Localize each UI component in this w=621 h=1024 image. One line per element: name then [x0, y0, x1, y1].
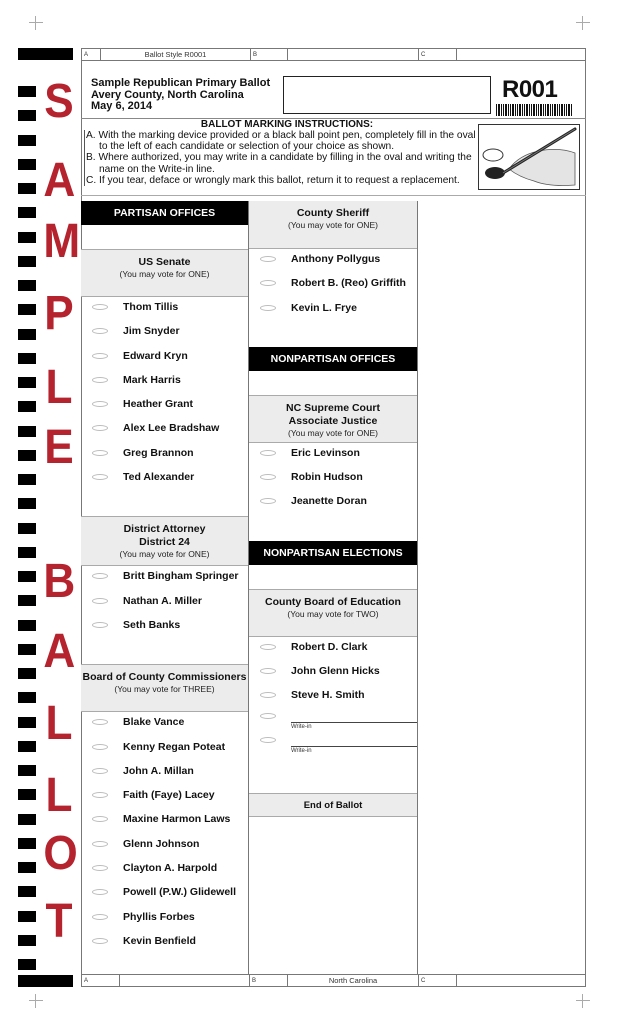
- candidate-name: Edward Kryn: [123, 349, 188, 362]
- candidate-list: [249, 443, 417, 517]
- footer-strip: [81, 974, 586, 987]
- candidate-name: Glenn Johnson: [123, 837, 200, 850]
- candidate-row[interactable]: [81, 395, 248, 419]
- candidate-name: Powell (P.W.) Glidewell: [123, 886, 236, 899]
- candidate-name: Anthony Pollygus: [291, 253, 381, 265]
- strip-label-c: C: [421, 978, 426, 984]
- ballot-title: [91, 78, 270, 113]
- vote-for-instruction: (You may vote for ONE): [119, 269, 210, 279]
- vote-oval[interactable]: [260, 450, 276, 456]
- section-header-nonpartisan-elections: NONPARTISAN ELECTIONS: [249, 541, 417, 565]
- vote-oval[interactable]: [92, 353, 108, 359]
- candidate-name: Nathan A. Miller: [123, 594, 202, 607]
- write-in-line[interactable]: [291, 746, 417, 747]
- contest-header: [81, 664, 248, 712]
- candidate-list: [81, 566, 248, 640]
- contest-title: District Attorney: [123, 523, 206, 536]
- timing-mark: [18, 717, 36, 728]
- candidate-name: Seth Banks: [123, 618, 181, 631]
- timing-mark: [18, 975, 73, 987]
- candidate-name: Greg Brannon: [123, 446, 194, 459]
- vote-oval[interactable]: [92, 768, 108, 774]
- candidate-row[interactable]: [249, 468, 417, 492]
- vote-for-instruction: (You may vote for TWO): [287, 608, 379, 619]
- instruction-item: B. Where authorized, you may write in a candidate by filling in the oval and writing the name on the Write-in line.: [86, 152, 472, 175]
- write-in-row[interactable]: [249, 711, 417, 735]
- contest-title: Board of County Commissioners: [82, 671, 247, 684]
- vote-oval[interactable]: [92, 328, 108, 334]
- vote-oval[interactable]: [92, 744, 108, 750]
- watermark-letter: M: [43, 215, 81, 268]
- ballot-county-line: Avery County, North Carolina: [91, 88, 244, 101]
- candidate-row[interactable]: [81, 738, 248, 762]
- watermark-letter: L: [45, 769, 73, 822]
- candidate-name: John A. Millan: [123, 764, 194, 777]
- candidate-row[interactable]: [81, 298, 248, 322]
- candidate-name: Blake Vance: [123, 716, 185, 729]
- ballot-style-label: Ballot Style R0001: [101, 49, 251, 60]
- timing-mark: [18, 207, 36, 218]
- contest-header: [81, 249, 248, 297]
- contest-title: NC Supreme Court: [286, 401, 380, 414]
- section-header-nonpartisan-offices: NONPARTISAN OFFICES: [249, 347, 417, 371]
- timing-mark: [18, 668, 36, 679]
- vote-oval[interactable]: [260, 474, 276, 480]
- candidate-row[interactable]: [249, 444, 417, 468]
- timing-mark: [18, 523, 36, 534]
- watermark-letter: L: [45, 697, 73, 750]
- vote-oval[interactable]: [260, 305, 276, 311]
- candidate-name: John Glenn Hicks: [291, 665, 380, 678]
- watermark-letter: S: [44, 75, 74, 128]
- timing-mark: [18, 280, 36, 291]
- timing-mark: [18, 935, 36, 946]
- contest-title: County Board of Education: [265, 595, 401, 608]
- marking-illustration: [478, 124, 580, 190]
- timing-mark: [18, 862, 36, 873]
- vote-oval[interactable]: [92, 598, 108, 604]
- vote-oval[interactable]: [92, 719, 108, 725]
- candidate-row[interactable]: [249, 274, 417, 298]
- write-in-row[interactable]: [249, 735, 417, 759]
- vote-oval[interactable]: [92, 377, 108, 383]
- candidate-list: [81, 297, 248, 492]
- timing-mark: [18, 741, 36, 752]
- timing-mark: [18, 886, 36, 897]
- watermark-letter: B: [43, 555, 76, 608]
- candidate-name: Britt Bingham Springer: [123, 570, 239, 583]
- watermark-letter: L: [45, 361, 73, 414]
- timing-mark: [18, 547, 36, 558]
- write-in-label: Write-in: [291, 723, 312, 730]
- vote-oval[interactable]: [92, 841, 108, 847]
- candidate-list: [249, 637, 417, 759]
- vote-oval[interactable]: [92, 865, 108, 871]
- candidate-name: Clayton A. Harpold: [123, 862, 218, 875]
- candidate-list: [249, 249, 417, 323]
- end-of-ballot: End of Ballot: [249, 793, 417, 817]
- candidate-name: Kevin L. Frye: [291, 301, 357, 314]
- candidate-row[interactable]: [81, 762, 248, 786]
- vote-oval[interactable]: [92, 401, 108, 407]
- timing-mark: [18, 304, 36, 315]
- vote-oval[interactable]: [92, 938, 108, 944]
- candidate-name: Ted Alexander: [123, 471, 195, 484]
- strip-label-a: A: [84, 52, 89, 58]
- vote-oval[interactable]: [260, 668, 276, 674]
- candidate-row[interactable]: [81, 419, 248, 443]
- candidate-row[interactable]: [81, 468, 248, 492]
- watermark-letter: P: [44, 287, 74, 340]
- vote-oval[interactable]: [92, 425, 108, 431]
- candidate-name: Kenny Regan Poteat: [123, 740, 226, 753]
- timing-mark: [18, 353, 36, 364]
- divider: [81, 195, 586, 196]
- timing-mark: [18, 183, 36, 194]
- instructions-title: BALLOT MARKING INSTRUCTIONS:: [200, 119, 374, 130]
- timing-mark: [18, 401, 36, 412]
- timing-mark: [18, 789, 36, 800]
- vote-for-instruction: (You may vote for ONE): [288, 220, 378, 230]
- timing-mark: [18, 959, 36, 970]
- candidate-name: Steve H. Smith: [291, 689, 365, 702]
- contest-header: [249, 589, 417, 637]
- candidate-row[interactable]: [81, 786, 248, 810]
- candidate-name: Robert D. Clark: [291, 640, 368, 653]
- strip-label-a: A: [84, 978, 89, 984]
- candidate-name: Robin Hudson: [291, 471, 363, 484]
- candidate-row[interactable]: [81, 859, 248, 883]
- timing-mark: [18, 595, 36, 606]
- contest-header: [81, 516, 248, 566]
- vote-oval[interactable]: [260, 498, 276, 504]
- vote-oval[interactable]: [92, 450, 108, 456]
- candidate-row[interactable]: [81, 322, 248, 346]
- ballot-title-line: Sample Republican Primary Ballot: [91, 77, 271, 89]
- candidate-name: Thom Tillis: [123, 301, 179, 313]
- contest-header: [249, 395, 417, 443]
- timing-mark: [18, 814, 36, 825]
- strip-label-b: B: [253, 52, 258, 58]
- column-partisan: [81, 201, 249, 974]
- timing-mark: [18, 474, 36, 485]
- candidate-name: Kevin Benfield: [123, 934, 196, 947]
- instruction-item: A. With the marking device provided or a black ball point pen, completely fill in the oval to the left of each candidate or selection of your choice as shown.: [86, 130, 476, 153]
- candidate-row[interactable]: [249, 492, 417, 516]
- vote-oval[interactable]: [260, 713, 276, 719]
- candidate-row[interactable]: [81, 567, 248, 591]
- candidate-name: Maxine Harmon Laws: [123, 813, 231, 826]
- vote-oval[interactable]: [92, 889, 108, 895]
- write-in-line[interactable]: [291, 722, 417, 723]
- vote-oval[interactable]: [260, 692, 276, 698]
- contest-title: US Senate: [138, 256, 191, 268]
- watermark-letter: A: [43, 625, 76, 678]
- watermark-letter: A: [43, 154, 76, 207]
- timing-mark: [18, 571, 36, 582]
- barcode: [496, 104, 572, 116]
- candidate-name: Mark Harris: [123, 373, 181, 386]
- candidate-name: Phyllis Forbes: [123, 910, 195, 923]
- watermark-letter: E: [44, 421, 74, 474]
- vote-for-instruction: (You may vote for THREE): [114, 684, 215, 695]
- candidate-list: [81, 712, 248, 956]
- timing-mark: [18, 377, 36, 388]
- timing-mark: [18, 48, 73, 60]
- vote-oval[interactable]: [260, 644, 276, 650]
- candidate-row[interactable]: [81, 347, 248, 371]
- timing-mark: [18, 159, 36, 170]
- timing-mark: [18, 644, 36, 655]
- candidate-name: Jim Snyder: [123, 325, 180, 338]
- registration-mark: [29, 994, 43, 1008]
- write-in-label: Write-in: [291, 747, 312, 754]
- ballot-code: R001: [502, 76, 558, 103]
- candidate-row[interactable]: [81, 616, 248, 640]
- vote-oval[interactable]: [92, 622, 108, 628]
- timing-mark: [18, 692, 36, 703]
- instructions-list: [84, 130, 481, 186]
- timing-mark: [18, 329, 36, 340]
- vote-oval[interactable]: [92, 792, 108, 798]
- candidate-row[interactable]: [249, 250, 417, 274]
- candidate-row[interactable]: [81, 810, 248, 834]
- timing-mark: [18, 135, 36, 146]
- candidate-row[interactable]: [81, 444, 248, 468]
- candidate-name: Jeanette Doran: [291, 495, 367, 508]
- timing-mark: [18, 426, 36, 437]
- timing-mark: [18, 232, 36, 243]
- vote-for-instruction: (You may vote for ONE): [288, 427, 378, 438]
- section-header-partisan-offices: PARTISAN OFFICES: [81, 201, 248, 225]
- registration-mark: [576, 994, 590, 1008]
- vote-oval[interactable]: [92, 914, 108, 920]
- candidate-row[interactable]: [81, 883, 248, 907]
- instruction-item: C. If you tear, deface or wrongly mark this ballot, return it to request a replacement.: [86, 174, 460, 186]
- candidate-row[interactable]: [81, 932, 248, 956]
- candidate-name: Faith (Faye) Lacey: [123, 789, 215, 802]
- footer-state: North Carolina: [288, 975, 419, 986]
- timing-mark: [18, 256, 36, 267]
- strip-label-c: C: [421, 52, 426, 58]
- candidate-row[interactable]: [81, 592, 248, 616]
- candidate-row[interactable]: [81, 835, 248, 859]
- candidate-row[interactable]: [249, 638, 417, 662]
- watermark-letter: O: [43, 827, 78, 880]
- candidate-name: Alex Lee Bradshaw: [123, 422, 220, 435]
- contest-title: District 24: [139, 536, 190, 549]
- candidate-name: Eric Levinson: [291, 446, 360, 459]
- vote-oval[interactable]: [260, 737, 276, 743]
- registration-mark: [29, 16, 43, 30]
- timing-mark: [18, 838, 36, 849]
- vote-for-instruction: (You may vote for ONE): [119, 549, 210, 560]
- candidate-name: Robert B. (Reo) Griffith: [291, 277, 406, 290]
- candidate-row[interactable]: [81, 371, 248, 395]
- vote-oval[interactable]: [92, 816, 108, 822]
- registration-mark: [576, 16, 590, 30]
- timing-mark: [18, 110, 36, 121]
- hand-filling-oval-icon: [479, 125, 579, 189]
- candidate-row[interactable]: [249, 686, 417, 710]
- candidate-name: Heather Grant: [123, 398, 194, 411]
- timing-mark: [18, 498, 36, 509]
- candidate-row[interactable]: [249, 299, 417, 323]
- vote-oval[interactable]: [92, 304, 108, 310]
- timing-mark: [18, 911, 36, 922]
- timing-mark: [18, 450, 36, 461]
- vote-oval[interactable]: [260, 280, 276, 286]
- watermark-letter: T: [45, 895, 73, 948]
- contest-title: Associate Justice: [288, 414, 378, 427]
- vote-oval[interactable]: [92, 474, 108, 480]
- contest-title: County Sheriff: [296, 207, 370, 219]
- strip-label-b: B: [252, 978, 257, 984]
- timing-mark: [18, 765, 36, 776]
- column-nonpartisan: [249, 201, 418, 974]
- contest-header: [249, 201, 417, 249]
- timing-mark: [18, 86, 36, 97]
- candidate-row[interactable]: [81, 908, 248, 932]
- ballot-date-line: May 6, 2014: [91, 100, 153, 112]
- timing-mark: [18, 620, 36, 631]
- vote-oval[interactable]: [92, 573, 108, 579]
- blank-header-box: [283, 76, 491, 114]
- candidate-row[interactable]: [81, 713, 248, 737]
- vote-oval[interactable]: [260, 256, 276, 262]
- candidate-row[interactable]: [249, 662, 417, 686]
- header-strip: [81, 48, 586, 61]
